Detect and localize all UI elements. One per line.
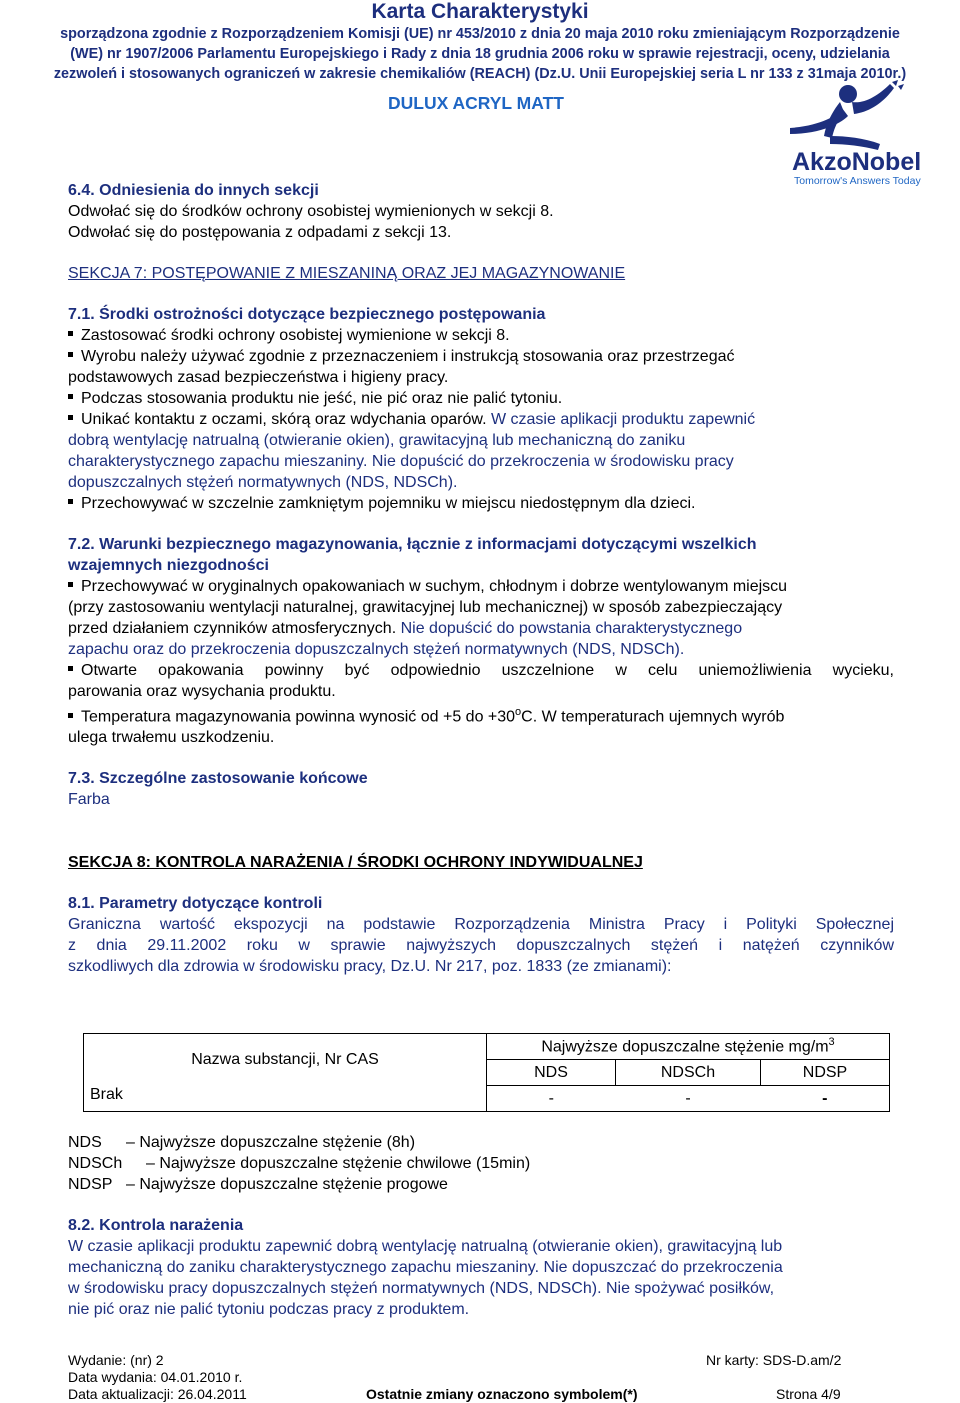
- footer-changes-note: Ostatnie zmiany oznaczono symbolem(*): [366, 1386, 638, 1402]
- bullet-item: Wyrobu należy używać zgodnie z przeznaczeniem i instrukcją stosowania oraz przestrzegać: [68, 346, 894, 367]
- table-row: [84, 1086, 890, 1112]
- bullet-item: Przechowywać w oryginalnych opakowaniach w suchym, chłodnym i dobrze wentylowanym miejscu: [68, 576, 894, 597]
- end-use-value: Farba: [68, 791, 110, 809]
- subsection-heading-7-2: 7.2. Warunki bezpiecznego magazynowania, łącznie z informacjami dotyczącymi wszelkich: [68, 536, 757, 553]
- bullet-item: Unikać kontaktu z oczami, skórą oraz wdychania oparów. W czasie aplikacji produktu zapewnić: [68, 409, 894, 430]
- bullet-item: Otwarte opakowania powinny być odpowiednio uszczelnione w celu uniemożliwienia wycieku,: [68, 660, 894, 681]
- body-line: charakterystycznego zapachu mieszaniny. Nie dopuścić do przekroczenia w środowisku pracy: [68, 453, 734, 470]
- table-cell-ndsch: -: [616, 1086, 761, 1112]
- table-header-group: Najwyższe dopuszczalne stężenie $mg/m^3$: [487, 1034, 890, 1060]
- table-header-nds: NDS: [487, 1060, 616, 1086]
- bullet-icon: [68, 415, 73, 420]
- bullet-icon: [68, 499, 73, 504]
- footer-page-number: Strona 4/9: [776, 1386, 841, 1402]
- body-line: ulega trwałemu uszkodzeniu.: [68, 729, 275, 747]
- footer-card-number: Nr karty: SDS-D.am/2: [706, 1352, 842, 1368]
- body-line: z dnia 29.11.2002 roku w sprawie najwyższych dopuszczalnych stężeń i natężeń czynników: [68, 937, 894, 955]
- document-body: [68, 180, 894, 977]
- bullet-icon: [68, 666, 73, 671]
- body-line: Graniczna wartość ekspozycji na podstawie Rozporządzenia Ministra Pracy i Polityki Społecznej: [68, 916, 894, 934]
- subsection-heading-7-1: 7.1. Środki ostrożności dotyczące bezpiecznego postępowania: [68, 306, 546, 323]
- regulation-line: zezwoleń i stosowanych ograniczeń w zakresie chemikaliów (REACH) (Dz.U. Unii Europejskiej seria L nr 133 z 31maja 2010r.): [53, 66, 907, 82]
- body-line: podstawowych zasad bezpieczeństwa i higieny pracy.: [68, 369, 449, 386]
- table-header-substance: Nazwa substancji, Nr CAS: [84, 1034, 487, 1086]
- document-title: Karta Charakterystyki: [371, 0, 589, 23]
- body-line: zapachu oraz do przekroczenia dopuszczalnych stężeń normatywnych (NDS, NDSCh).: [68, 641, 685, 658]
- footer-issue-date: Data wydania: 04.01.2010 r.: [68, 1369, 243, 1385]
- exposure-limits-table: [83, 1033, 890, 1112]
- body-line: Odwołać się do środków ochrony osobistej wymienionych w sekcji 8.: [68, 203, 554, 220]
- body-line: dobrą wentylację natrualną (otwieranie okien), grawitacyjną lub mechaniczną do zaniku: [68, 432, 686, 449]
- section-heading-6-4: 6.4. Odniesienia do innych sekcji: [68, 182, 319, 199]
- regulation-line: (WE) nr 1907/2006 Parlamentu Europejskiego i Rady z dnia 18 grudnia 2006 roku w sprawie rejestracji, oceny, udzielania: [70, 46, 890, 62]
- bullet-icon: [68, 713, 73, 718]
- body-line: przed działaniem czynników atmosferycznych. Nie dopuścić do powstania charakterystycznego: [68, 620, 743, 637]
- body-line: dopuszczalnych stężeń normatywnych (NDS, NDSCh).: [68, 474, 458, 491]
- table-header-ndsch: NDSCh: [616, 1060, 761, 1086]
- regulation-reference: [0, 24, 960, 84]
- body-line: mechaniczną do zaniku charakterystycznego zapachu mieszaniny. Nie dopuszczać do przekroczenia: [68, 1259, 783, 1276]
- subsection-heading-7-3: 7.3. Szczególne zastosowanie końcowe: [68, 770, 368, 788]
- section-heading-8: SEKCJA 8: KONTROLA NARAŻENIA / ŚRODKI OCHRONY INDYWIDUALNEJ: [68, 854, 643, 872]
- svg-text:AkzoNobel: AkzoNobel: [792, 148, 922, 176]
- table-cell-substance: Brak: [84, 1086, 487, 1112]
- svg-text:Tomorrow's Answers Today: Tomorrow's Answers Today: [794, 175, 921, 186]
- bullet-icon: [68, 582, 73, 587]
- section-heading-7: SEKCJA 7: POSTĘPOWANIE Z MIESZANINĄ ORAZ JEJ MAGAZYNOWANIE: [68, 265, 626, 282]
- footer-edition: Wydanie: (nr) 2: [68, 1352, 164, 1368]
- body-line: nie pić oraz nie palić tytoniu podczas pracy z produktem.: [68, 1301, 470, 1318]
- bullet-icon: [68, 394, 73, 399]
- legend-item: NDS – Najwyższe dopuszczalne stężenie (8h): [68, 1134, 416, 1151]
- body-line: W czasie aplikacji produktu zapewnić dobrą wentylację natrualną (otwieranie okien), grawitacyjną lub: [68, 1238, 783, 1255]
- table-cell-ndsp: -: [761, 1086, 890, 1112]
- table-row: [84, 1034, 890, 1060]
- bullet-item: Przechowywać w szczelnie zamkniętym pojemniku w miejscu niedostępnym dla dzieci.: [68, 493, 894, 514]
- abbreviation-legend: [68, 1132, 894, 1320]
- bullet-item: Zastosować środki ochrony osobistej wymienione w sekcji 8.: [68, 325, 894, 346]
- body-line: w środowisku pracy dopuszczalnych stężeń normatywnych (NDS, NDSCh). Nie spożywać posiłków,: [68, 1280, 775, 1297]
- legend-item: NDSCh – Najwyższe dopuszczalne stężenie chwilowe (15min): [68, 1155, 531, 1172]
- table-header-ndsp: NDSP: [761, 1060, 890, 1086]
- footer-update-date: Data aktualizacji: 26.04.2011: [68, 1386, 247, 1402]
- table-cell-nds: -: [487, 1086, 616, 1112]
- bullet-icon: [68, 352, 73, 357]
- akzonobel-logo: [782, 78, 932, 186]
- bullet-icon: [68, 331, 73, 336]
- subsection-heading-7-2-cont: wzajemnych niezgodności: [68, 557, 269, 574]
- body-line: (przy zastosowaniu wentylacji naturalnej, grawitacyjnej lub mechanicznej) w sposób zabezpieczający: [68, 599, 783, 616]
- akzonobel-figure-icon: [782, 78, 932, 186]
- legend-item: NDSP – Najwyższe dopuszczalne stężenie progowe: [68, 1176, 448, 1193]
- body-line: szkodliwych dla zdrowia w środowisku pracy, Dz.U. Nr 217, poz. 1833 (ze zmianami):: [68, 958, 672, 976]
- regulation-line: sporządzona zgodnie z Rozporządzeniem Komisji (UE) nr 453/2010 z dnia 20 maja 2010 roku zmieniającym Rozporządzenie: [60, 26, 900, 42]
- body-line: Odwołać się do postępowania z odpadami z sekcji 13.: [68, 224, 452, 241]
- body-line: parowania oraz wysychania produktu.: [68, 683, 336, 700]
- bullet-item: Podczas stosowania produktu nie jeść, nie pić oraz nie palić tytoniu.: [68, 388, 894, 409]
- product-name: DULUX ACRYL MATT: [388, 93, 564, 113]
- subsection-heading-8-1: 8.1. Parametry dotyczące kontroli: [68, 895, 323, 913]
- subsection-heading-8-2: 8.2. Kontrola narażenia: [68, 1217, 244, 1234]
- bullet-item: Temperatura magazynowania powinna wynosić od +5 do $+30^oC$. W temperaturach ujemnych wyrób: [68, 702, 894, 727]
